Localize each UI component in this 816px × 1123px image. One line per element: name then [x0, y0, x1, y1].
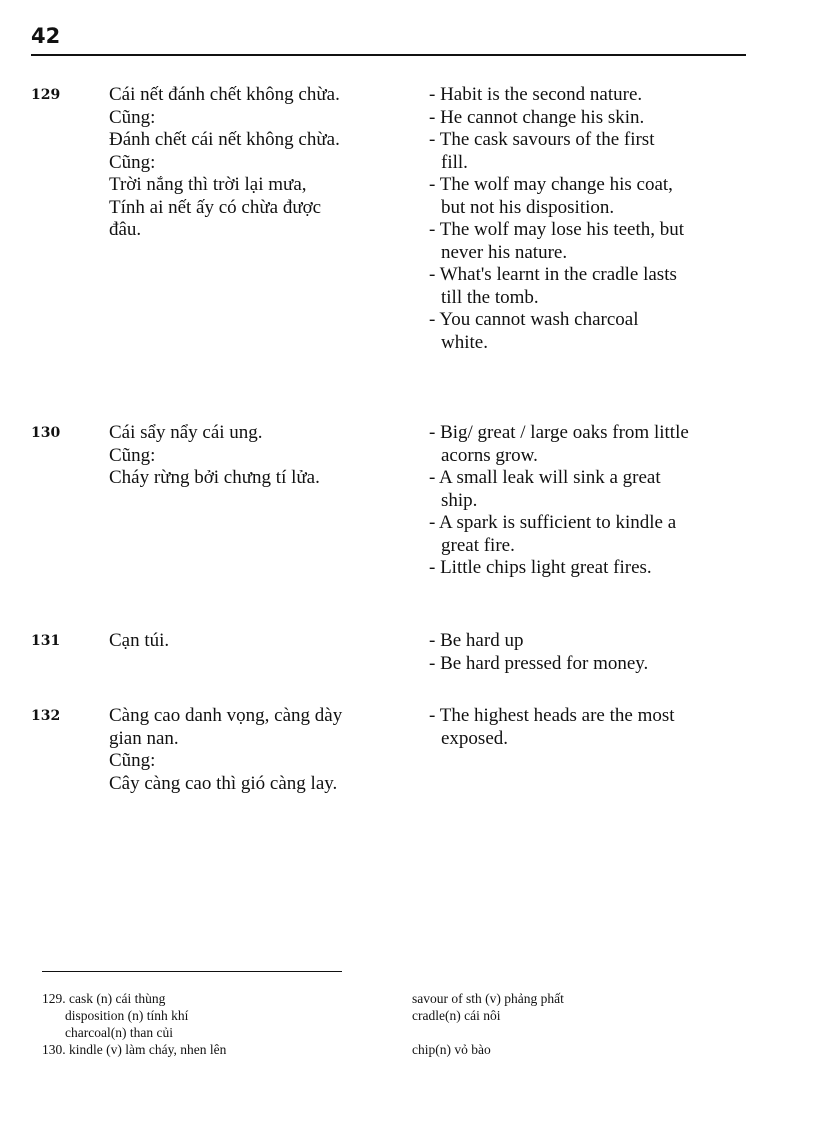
english-item: - Be hard up: [429, 630, 524, 651]
english-item: - The wolf may change his coat, but not his disposition.: [429, 174, 673, 218]
english-item: - What's learnt in the cradle lasts till the tomb.: [429, 264, 677, 308]
english-equivalents: [429, 84, 764, 354]
footnote-129-cask: 129. cask (n) cái thùng: [42, 991, 166, 1006]
vi-line: Cũng:: [109, 444, 156, 466]
english-equivalents: [429, 630, 764, 675]
vi-line: Cái sẩy nẩy cái ung.: [109, 422, 263, 443]
english-item: - Big/ great / large oaks from little acorns grow.: [429, 422, 689, 466]
entry-number: 129: [31, 87, 61, 103]
footnote-129-charcoal: charcoal(n) than củi: [65, 1025, 173, 1040]
english-item: - He cannot change his skin.: [429, 106, 645, 128]
english-item: - The wolf may lose his teeth, but never his nature.: [429, 219, 685, 263]
vi-line: Cái nết đánh chết không chừa.: [109, 84, 340, 105]
english-item: - The cask savours of the first fill.: [429, 129, 655, 173]
header-rule: [31, 54, 746, 56]
vi-line: đâu.: [109, 219, 142, 240]
footnote-130-kindle: 130. kindle (v) làm cháy, nhen lên: [42, 1042, 227, 1057]
english-equivalents: [429, 705, 764, 750]
english-item: - The highest heads are the most exposed.: [429, 705, 675, 749]
entry-number: 132: [31, 708, 61, 724]
vi-line: Tính ai nết ấy có chừa được: [109, 196, 322, 218]
vi-line: Cây càng cao thì gió càng lay.: [109, 772, 338, 794]
vi-line: Trời nắng thì trời lại mưa,: [109, 174, 307, 195]
entry-number: 131: [31, 633, 61, 649]
vietnamese-proverb: [109, 422, 429, 490]
english-item: - Be hard pressed for money.: [429, 652, 649, 674]
english-item: - You cannot wash charcoal white.: [429, 309, 639, 353]
english-item: - A spark is sufficient to kindle a great fire.: [429, 512, 677, 556]
vietnamese-proverb: [109, 705, 429, 795]
footnote-129-savour: savour of sth (v) phảng phất: [412, 991, 564, 1006]
english-item: - A small leak will sink a great ship.: [429, 467, 661, 511]
footnote-130-chip: chip(n) vỏ bào: [412, 1042, 491, 1057]
english-equivalents: [429, 422, 764, 580]
vi-line: Cháy rừng bởi chưng tí lửa.: [109, 467, 320, 488]
footnote-rule: [42, 971, 342, 972]
entry-number: 130: [31, 425, 61, 441]
vietnamese-proverb: [109, 84, 429, 242]
vi-line: Cũng:: [109, 750, 156, 771]
vi-line: Cạn túi.: [109, 630, 170, 651]
vi-line: Cũng:: [109, 151, 156, 173]
vi-line: Cũng:: [109, 106, 156, 128]
english-item: - Little chips light great fires.: [429, 557, 652, 578]
english-item: - Habit is the second nature.: [429, 84, 643, 105]
footnote-129-disposition: disposition (n) tính khí: [65, 1008, 189, 1023]
vi-line: Càng cao danh vọng, càng dày: [109, 705, 343, 726]
vi-line: Đánh chết cái nết không chừa.: [109, 129, 340, 150]
page-number: 42: [31, 24, 61, 48]
footnote-129-cradle: cradle(n) cái nôi: [412, 1008, 501, 1023]
vi-line: gian nan.: [109, 727, 179, 749]
vietnamese-proverb: [109, 630, 429, 653]
